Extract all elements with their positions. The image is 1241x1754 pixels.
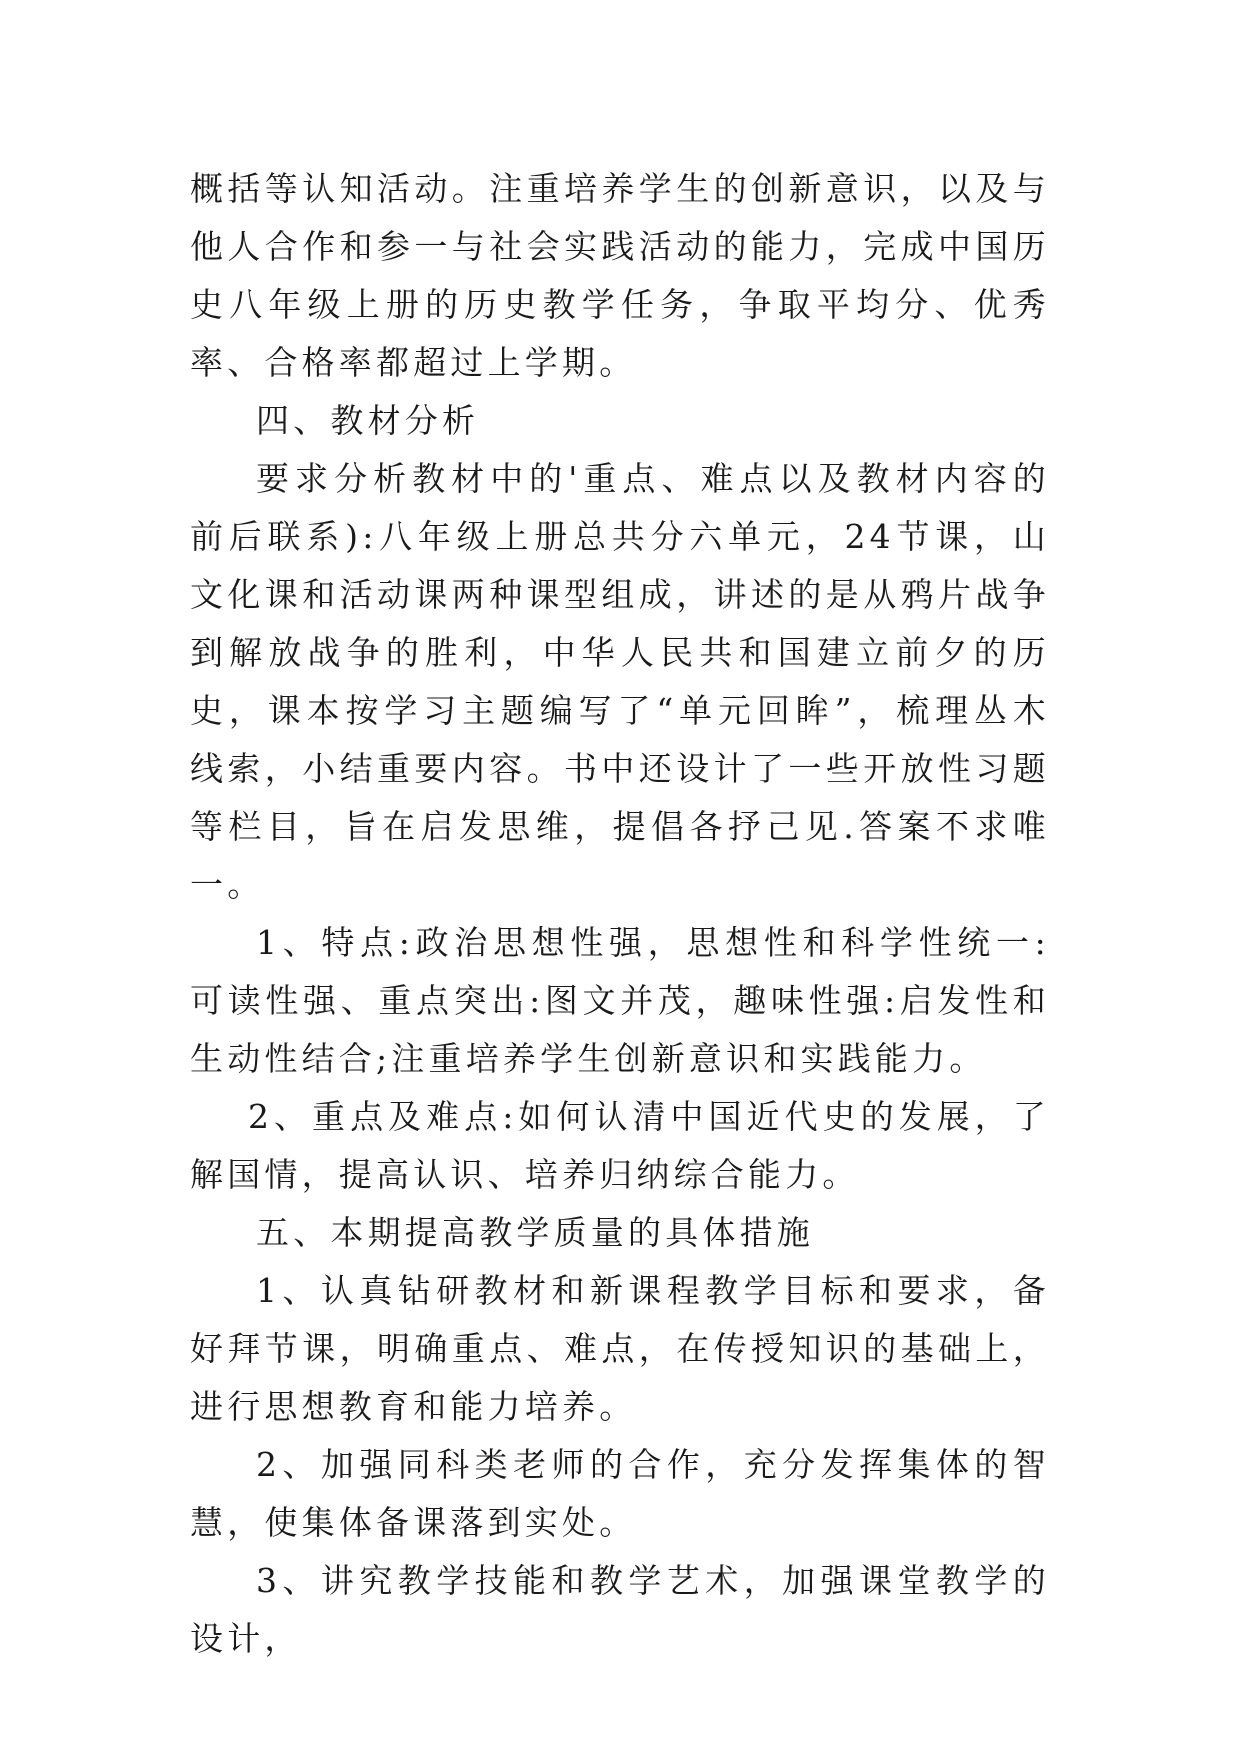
paragraph-measure-3: 3、讲究教学技能和教学艺术，加强课堂教学的设计， — [190, 1561, 1050, 1658]
paragraph-measure-1: 1、认真钻研教材和新课程教学目标和要求，备好拜节课，明确重点、难点，在传授知识的基础上，进行思想教育和能力培养。 — [190, 1271, 1050, 1426]
paragraph-key-points: 2、重点及难点:如何认清中国近代史的发展，了解国情，提高认识、培养归纳综合能力。 — [190, 1097, 1050, 1194]
paragraph-measure-2: 2、加强同科类老师的合作，充分发挥集体的智慧，使集体备课落到实处。 — [190, 1445, 1050, 1542]
heading-measures: 五、本期提高教学质量的具体措施 — [256, 1213, 814, 1252]
document-body — [190, 160, 1050, 1668]
paragraph-textbook-analysis: 要求分析教材中的'重点、难点以及教材内容的前后联系):八年级上册总共分六单元，24节课，山文化课和活动课两种课型组成，讲述的是从鸦片战争到解放战争的胜利，中华人民共和国建立前夕的历史，课本按学习主题编写了“单元回眸”，梳理丛木线索，小结重要内容。书中还设计了一些开放性习题等栏目，旨在启发思维，提倡各抒己见.答案不求唯一。 — [190, 459, 1050, 904]
paragraph-goals-continued: 概括等认知活动。注重培养学生的创新意识，以及与他人合作和参一与社会实践活动的能力，完成中国历史八年级上册的历史教学任务，争取平均分、优秀率、合格率都超过上学期。 — [190, 169, 1050, 382]
paragraph-features: 1、特点:政治思想性强，思想性和科学性统一:可读性强、重点突出:图文并茂，趣味性强:启发性和生动性结合;注重培养学生创新意识和实践能力。 — [190, 923, 1050, 1078]
heading-textbook-analysis: 四、教材分析 — [256, 401, 480, 440]
